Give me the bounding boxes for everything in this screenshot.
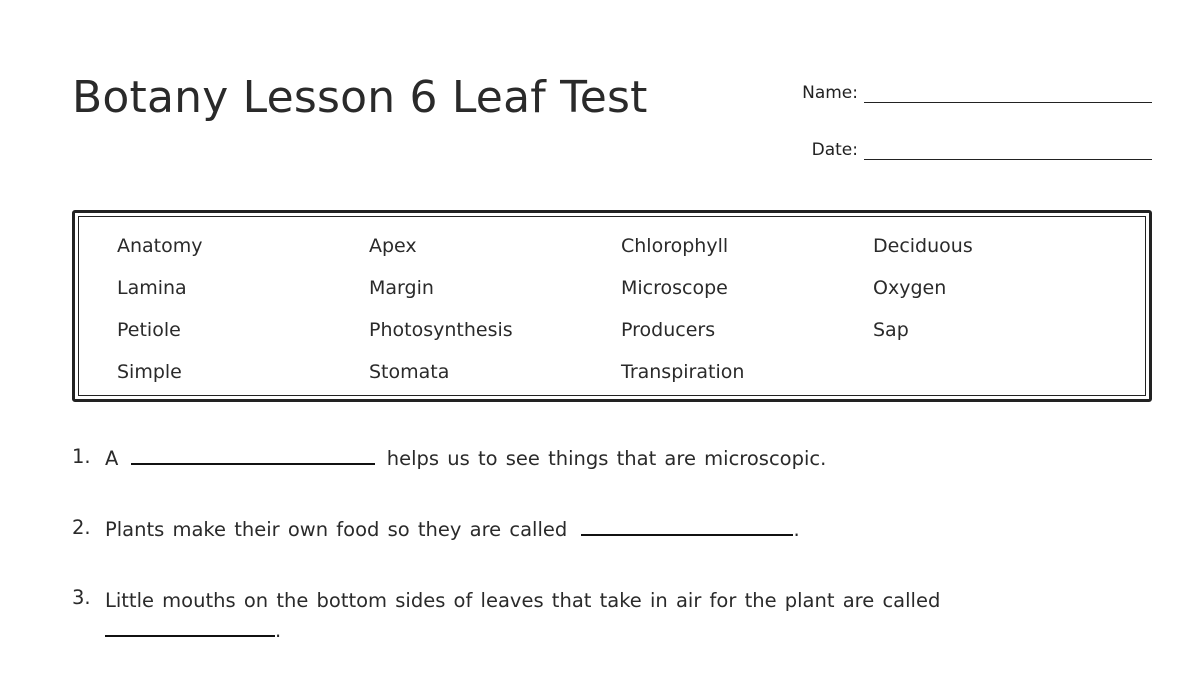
question-text: . [275, 619, 282, 642]
word-bank-item: Deciduous [873, 235, 973, 257]
question-text: helps us to see things that are microscopic. [386, 447, 827, 470]
name-label: Name: [802, 83, 858, 103]
answer-blank[interactable] [105, 617, 275, 637]
question-number: 3. [72, 586, 91, 609]
word-bank-item: Petiole [117, 319, 181, 341]
answer-blank[interactable] [131, 445, 375, 465]
date-blank[interactable] [864, 133, 1152, 160]
word-bank-item: Apex [369, 235, 417, 257]
word-bank-item: Anatomy [117, 235, 203, 257]
word-bank-inner [78, 216, 1146, 396]
page-title: Botany Lesson 6 Leaf Test [72, 72, 648, 123]
word-bank-item: Simple [117, 361, 182, 383]
word-bank-item: Photosynthesis [369, 319, 513, 341]
answer-blank[interactable] [581, 516, 793, 536]
word-bank-item: Transpiration [621, 361, 745, 383]
word-bank-item: Oxygen [873, 277, 947, 299]
word-bank-item: Sap [873, 319, 909, 341]
word-bank-item: Microscope [621, 277, 728, 299]
question-text: Little mouths on the bottom sides of leaves that take in air for the plant are called [105, 589, 941, 612]
word-bank-item: Lamina [117, 277, 187, 299]
word-bank-item: Margin [369, 277, 434, 299]
word-bank-item: Stomata [369, 361, 450, 383]
question-number: 2. [72, 516, 91, 539]
date-field [812, 133, 1152, 160]
question-text: Plants make their own food so they are called [105, 518, 568, 541]
question-number: 1. [72, 445, 91, 468]
name-blank[interactable] [864, 76, 1152, 103]
name-field [802, 76, 1152, 103]
word-bank [72, 210, 1152, 402]
word-bank-item: Chlorophyll [621, 235, 729, 257]
question-text: A [105, 447, 119, 470]
date-label: Date: [811, 140, 858, 160]
question-text: . [793, 518, 800, 541]
word-bank-item: Producers [621, 319, 716, 341]
